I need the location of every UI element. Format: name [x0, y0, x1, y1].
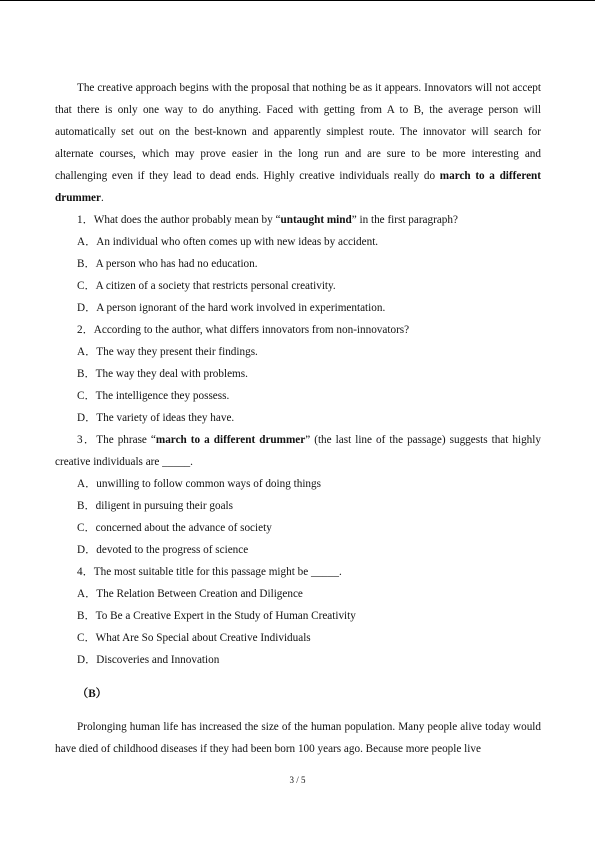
option-letter: A	[77, 478, 86, 490]
option-letter: A	[77, 236, 86, 248]
option-text: The way they present their findings.	[96, 346, 258, 358]
option-letter: B	[77, 368, 85, 380]
option-letter: B	[77, 500, 85, 512]
option-2d[interactable]: D．The variety of ideas they have.	[77, 412, 235, 424]
page-content	[55, 77, 541, 760]
question-text: The most suitable title for this passage might be _____.	[93, 566, 342, 578]
question-number: 2	[77, 324, 83, 336]
option-4b[interactable]: B．To Be a Creative Expert in the Study of Human Creativity	[77, 610, 356, 622]
option-text: diligent in pursuing their goals	[95, 500, 234, 512]
option-2b[interactable]: B．The way they deal with problems.	[77, 368, 248, 380]
question-text: According to the author, what differs innovators from non-innovators?	[93, 324, 410, 336]
option-2c[interactable]: C．The intelligence they possess.	[77, 390, 230, 402]
option-text: To Be a Creative Expert in the Study of Human Creativity	[95, 610, 356, 622]
option-letter: C	[77, 280, 85, 292]
question-bold-term: march to a different drummer	[155, 434, 306, 446]
question-text: The phrase “	[96, 434, 156, 446]
option-text: Discoveries and Innovation	[96, 654, 220, 666]
option-1b[interactable]: B．A person who has had no education.	[77, 258, 258, 270]
option-3b[interactable]: B．diligent in pursuing their goals	[77, 500, 234, 512]
question-text-end: ” in the first paragraph?	[351, 214, 458, 226]
option-letter: A	[77, 346, 86, 358]
passage-end: .	[100, 192, 104, 204]
option-letter: A	[77, 588, 86, 600]
page-number: 3 / 5	[289, 775, 306, 785]
option-text: An individual who often comes up with new ideas by accident.	[96, 236, 379, 248]
option-text: A citizen of a society that restricts personal creativity.	[95, 280, 336, 292]
question-number: 1	[77, 214, 83, 226]
option-4a[interactable]: A．The Relation Between Creation and Diligence	[77, 588, 303, 600]
option-letter: B	[77, 610, 85, 622]
option-1d[interactable]: D．A person ignorant of the hard work involved in experimentation.	[77, 302, 386, 314]
question-4: 4．The most suitable title for this passage might be _____.	[77, 566, 342, 578]
option-3d[interactable]: D．devoted to the progress of science	[77, 544, 249, 556]
option-text: The Relation Between Creation and Diligence	[96, 588, 303, 600]
top-rule	[0, 0, 595, 1]
passage-a-paragraph	[55, 77, 541, 209]
option-2a[interactable]: A．The way they present their findings.	[77, 346, 258, 358]
option-text: devoted to the progress of science	[96, 544, 249, 556]
question-bold-term: untaught mind	[280, 214, 352, 226]
option-letter: C	[77, 632, 85, 644]
option-letter: D	[77, 654, 86, 666]
option-1c[interactable]: C．A citizen of a society that restricts personal creativity.	[77, 280, 336, 292]
option-3a[interactable]: A．unwilling to follow common ways of doing things	[77, 478, 321, 490]
option-letter: C	[77, 522, 85, 534]
question-1: 1．What does the author probably mean by “untaught mind” in the first paragraph?	[77, 214, 458, 226]
option-letter: D	[77, 412, 86, 424]
option-letter: D	[77, 302, 86, 314]
option-text: The variety of ideas they have.	[96, 412, 235, 424]
option-text: unwilling to follow common ways of doing things	[96, 478, 321, 490]
option-4c[interactable]: C．What Are So Special about Creative Individuals	[77, 632, 311, 644]
option-4d[interactable]: D．Discoveries and Innovation	[77, 654, 220, 666]
question-text-end: ” (the last line of the passage) suggests that highly creative individuals are _____.	[55, 434, 541, 468]
option-letter: C	[77, 390, 85, 402]
option-text: A person who has had no education.	[95, 258, 258, 270]
option-letter: B	[77, 258, 85, 270]
question-2: 2．According to the author, what differs innovators from non-innovators?	[77, 324, 410, 336]
question-number: 3	[77, 434, 83, 446]
passage-bold-phrase: march to a different drummer	[55, 170, 542, 204]
option-text: What Are So Special about Creative Individuals	[95, 632, 311, 644]
section-b-heading: （B）	[77, 688, 107, 700]
option-1a[interactable]: A．An individual who often comes up with new ideas by accident.	[77, 236, 379, 248]
option-3c[interactable]: C．concerned about the advance of society	[77, 522, 272, 534]
passage-text: The creative approach begins with the proposal that nothing be as it appears. Innovators will not accept that there is only one way to do anything. Faced with getting from A to B, the average person will automatically set out on the best-known and apparently simplest route. The innovator will search for alternate courses, which may prove easier in the long run and are sure to be more interesting and challenging even if they lead to dead ends. Highly creative individuals really do	[55, 82, 541, 182]
option-text: A person ignorant of the hard work involved in experimentation.	[96, 302, 386, 314]
question-number: 4	[77, 566, 83, 578]
option-letter: D	[77, 544, 86, 556]
option-text: concerned about the advance of society	[95, 522, 272, 534]
question-3: 3．The phrase “march to a different drummer” (the last line of the passage) suggests that highly creative individuals are _____.	[55, 434, 541, 468]
option-text: The intelligence they possess.	[95, 390, 230, 402]
question-text: What does the author probably mean by “	[93, 214, 281, 226]
section-b-paragraph: Prolonging human life has increased the size of the human population. Many people alive today would have died of childhood diseases if they had been born 100 years ago. Because more people live	[55, 721, 541, 756]
option-text: The way they deal with problems.	[95, 368, 248, 380]
